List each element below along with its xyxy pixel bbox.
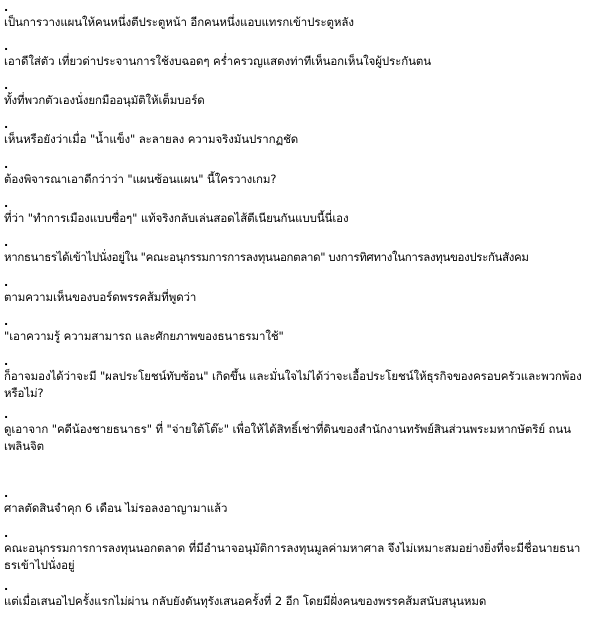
bullet-dot: . — [4, 197, 9, 210]
bullet-dot: . — [4, 315, 9, 328]
bullet-dot: . — [4, 355, 9, 368]
paragraph — [4, 41, 589, 70]
paragraph-text: ศาลตัดสินจำคุก 6 เดือน ไม่รอลงอาญามาแล้ว — [4, 501, 228, 515]
paragraph-text: หากธนาธรได้เข้าไปนั่งอยู่ใน "คณะอนุกรรมการการลงทุนนอกตลาด" บงการทิศทางในการลงทุนของประกันสังคม — [4, 250, 529, 264]
bullet-dot: . — [4, 276, 9, 289]
paragraph-text: คณะอนุกรรมการการลงทุนนอกตลาด ที่มีอำนาจอนุมัติการลงทุนมูลค่ามหาศาล จึงไม่เหมาะสมอย่างยิ่งที่จะมีชื่อนายธนาธรเข้าไปนั่งอยู่ — [4, 541, 581, 572]
bullet-dot: . — [4, 118, 9, 131]
paragraph-text: "เอาความรู้ ความสามารถ และศักยภาพของธนาธรมาใช้" — [4, 329, 284, 343]
paragraph-text: ดูเอาจาก "คดีน้องชายธนาธร" ที่ "จ่ายใต้โต๊ะ" เพื่อให้ได้สิทธิ์เช่าที่ดินของสำนักงานทรัพย์สินส่วนพระมหากษัตริย์ ถนนเพลินจิต — [4, 422, 571, 453]
paragraph — [4, 119, 589, 148]
paragraph — [4, 2, 589, 31]
paragraph — [4, 80, 589, 109]
bullet-dot: . — [4, 79, 9, 92]
paragraph — [4, 356, 589, 402]
paragraph — [4, 409, 589, 455]
paragraph-text: ก็อาจมองได้ว่าจะมี "ผลประโยชน์ทับซ้อน" เกิดขึ้น และมั่นใจไม่ได้ว่าจะเอื้อประโยชน์ให้ธุรกิจของครอบครัวและพวกพ้อง หรือไม่? — [4, 369, 582, 400]
paragraph-text: ตามความเห็นของบอร์ดพรรคส้มที่พูดว่า — [4, 290, 197, 304]
paragraph — [4, 159, 589, 188]
paragraph — [4, 581, 589, 610]
paragraph-text: ทั้งที่พวกตัวเองนั่งยกมืออนุมัติให้เต็มบอร์ด — [4, 93, 205, 107]
bullet-dot: . — [4, 158, 9, 171]
bullet-dot: . — [4, 40, 9, 53]
paragraph — [4, 316, 589, 345]
paragraph-text: เห็นหรือยังว่าเมื่อ "น้ำแข็ง" ละลายลง ความจริงมันปรากฏชัด — [4, 132, 299, 146]
paragraph — [4, 237, 589, 266]
bullet-dot: . — [4, 1, 9, 14]
paragraph — [4, 488, 589, 517]
paragraph-text: เป็นการวางแผนให้คนหนึ่งตีประตูหน้า อีกคนหนึ่งแอบแทรกเข้าประตูหลัง — [4, 15, 354, 29]
paragraph — [4, 198, 589, 227]
paragraph — [4, 277, 589, 306]
paragraph-text: เอาดีใส่ตัว เที่ยวด่าประจานการใช้งบฉอดๆ คร่ำครวญแสดงท่าทีเห็นอกเห็นใจผู้ประกันตน — [4, 54, 431, 68]
bullet-dot: . — [4, 527, 9, 540]
paragraph — [4, 528, 589, 574]
paragraph-text: ต้องพิจารณาเอาดีกว่าว่า "แผนซ้อนแผน" นี้ใครวางเกม? — [4, 172, 277, 186]
bullet-dot: . — [4, 487, 9, 500]
paragraph-text: ที่ว่า "ทำการเมืองแบบซื่อๆ" แท้จริงกลับเล่นสอดไส้ตีเนียนกันแบบนี้นี่เอง — [4, 211, 349, 225]
paragraph-text: แต่เมื่อเสนอไปครั้งแรกไม่ผ่าน กลับยังดันทุรังเสนอครั้งที่ 2 อีก โดยมีฝั่งคนของพรรคส้มสนับสนุนหมด — [4, 594, 487, 608]
bullet-dot: . — [4, 580, 9, 593]
bullet-dot: . — [4, 236, 9, 249]
bullet-dot: . — [4, 408, 9, 421]
